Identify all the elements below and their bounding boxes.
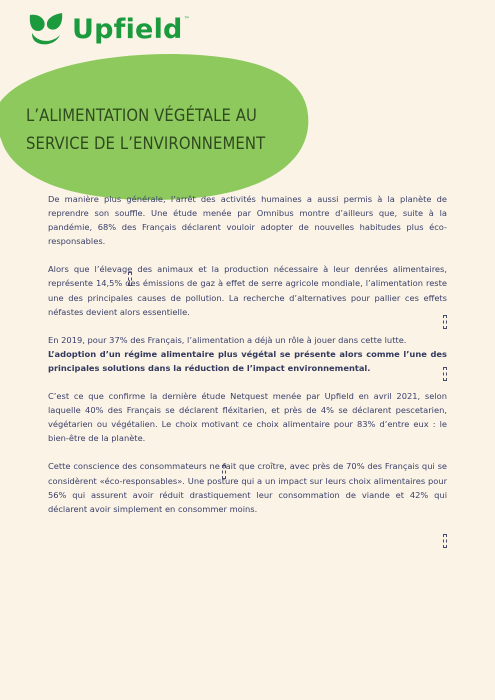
placeholder-marker [222, 465, 226, 479]
headline-line-1: L’ALIMENTATION VÉGÉTALE AU [26, 106, 257, 125]
placeholder-marker [128, 272, 132, 286]
paragraph-5: Cette conscience des consommateurs ne fait que croître, avec près de 70% des Français qui se considèrent «éco-responsables». Une posture qui a un impact sur leurs choix alimentaires pour 56% qui assurent avoir réduit drastiquement leur consommation de viande et 42% qui déclarent avoir simplement en consommer moins. [48, 461, 447, 514]
trademark-symbol: ™ [183, 16, 190, 23]
placeholder-marker [443, 534, 447, 548]
placeholder-marker [443, 315, 447, 329]
paragraph-3-text: En 2019, pour 37% des Français, l’alimentation a déjà un rôle à jouer dans cette lutte. [48, 334, 407, 345]
paragraph-4: C’est ce que confirme la dernière étude Netquest menée par Upfield en avril 2021, selon laquelle 40% des Français se déclarent fléxitarien, et près de 4% se déclarent pescetarien, végétarien ou végétalien. Le choix motivant ce choix alimentaire pour 83% d’entre eux : le bien-être de la planète. [48, 391, 447, 444]
headline-line-2: SERVICE DE L’ENVIRONNEMENT [26, 134, 266, 153]
placeholder-marker [443, 367, 447, 381]
article-body [48, 192, 447, 530]
page-headline [26, 102, 326, 158]
brand-name: Upfield [72, 13, 183, 45]
paragraph-1: De manière plus générale, l’arrêt des activités humaines a aussi permis à la planète de reprendre son souffle. Une étude menée par Omnibus montre d’ailleurs que, suite à la pandémie, 68% des Français déclarent vouloir adopter de nouvelles habitudes plus éco-responsables. [48, 194, 447, 247]
paragraph-3 [48, 333, 447, 375]
paragraph-2: Alors que l’élevage des animaux et la production nécessaire à leur denrées alimentaires, représente 14,5% des émissions de gaz à effet de serre agricole mondiale, l’alimentation reste une des principales causes de pollution. La recherche d’alternatives pour pallier ces effets néfastes devient alors essentielle. [48, 264, 447, 317]
paragraph-3-bold: L’adoption d’un régime alimentaire plus végétal se présente alors comme l’une des principales solutions dans la réduction de l’impact environnemental. [48, 348, 447, 373]
